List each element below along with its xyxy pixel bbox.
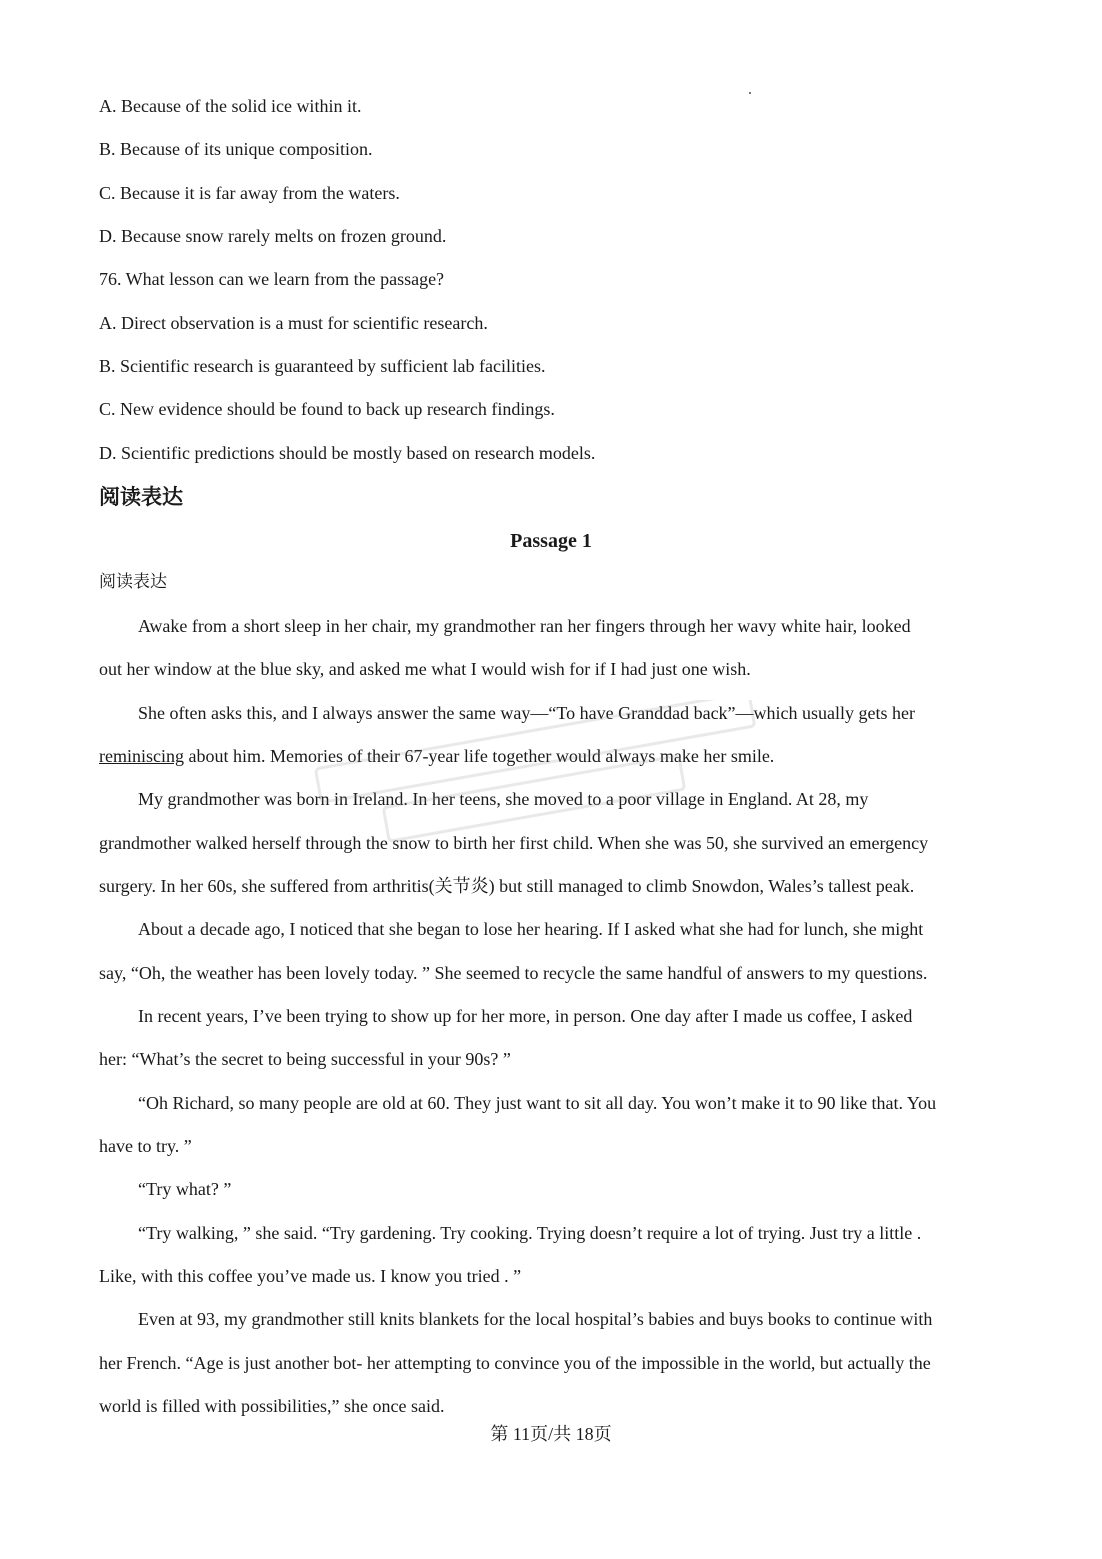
q76-option-a: A. Direct observation is a must for scientific research.: [99, 313, 488, 333]
paragraph-6-line-1: “Oh Richard, so many people are old at 60. They just want to sit all day. You won’t make it to 90 like that. You: [138, 1093, 937, 1113]
q76-option-b: B. Scientific research is guaranteed by sufficient lab facilities.: [99, 356, 546, 376]
paragraph-3-line-3: surgery. In her 60s, she suffered from arthritis(关节炎) but still managed to climb Snowdon, Wales’s tallest peak.: [99, 876, 915, 896]
q75-option-b: B. Because of its unique composition.: [99, 139, 373, 159]
paragraph-8-line-2: Like, with this coffee you’ve made us. I know you tried . ”: [99, 1266, 522, 1286]
stray-dot: [749, 92, 751, 94]
paragraph-8-line-1: “Try walking, ” she said. “Try gardening. Try cooking. Trying doesn’t require a lot of trying. Just try a little .: [138, 1223, 922, 1243]
section-heading: 阅读表达: [99, 485, 183, 509]
underlined-word: reminiscing: [99, 746, 184, 766]
paragraph-2-line-2-rest: about him. Memories of their 67-year life together would always make her smile.: [183, 746, 775, 766]
paragraph-5-line-2: her: “What’s the secret to being successful in your 90s? ”: [99, 1049, 511, 1069]
paragraph-2-line-2: [99, 745, 774, 767]
paragraph-1-line-2: out her window at the blue sky, and asked me what I would wish for if I had just one wish.: [99, 659, 751, 679]
paragraph-9-line-1: Even at 93, my grandmother still knits blankets for the local hospital’s babies and buys books to continue with: [138, 1309, 933, 1329]
paragraph-9-line-3: world is filled with possibilities,” she once said.: [99, 1396, 445, 1416]
paragraph-4-line-1: About a decade ago, I noticed that she began to lose her hearing. If I asked what she had for lunch, she might: [138, 919, 924, 939]
paragraph-1-line-1: Awake from a short sleep in her chair, my grandmother ran her fingers through her wavy white hair, looked: [138, 616, 911, 636]
q76-option-d: D. Scientific predictions should be mostly based on research models.: [99, 443, 596, 463]
q76-question: 76. What lesson can we learn from the passage?: [99, 269, 445, 289]
q75-option-d: D. Because snow rarely melts on frozen ground.: [99, 226, 447, 246]
paragraph-5-line-1: In recent years, I’ve been trying to show up for her more, in person. One day after I made us coffee, I asked: [138, 1006, 913, 1026]
paragraph-3-line-1: My grandmother was born in Ireland. In her teens, she moved to a poor village in England. At 28, my: [138, 789, 869, 809]
paragraph-6-line-2: have to try. ”: [99, 1136, 192, 1156]
paragraph-9-line-2: her French. “Age is just another bot- her attempting to convince you of the impossible in the world, but actually the: [99, 1353, 931, 1373]
q75-option-a: A. Because of the solid ice within it.: [99, 96, 362, 116]
paragraph-2-line-1: She often asks this, and I always answer the same way—“To have Granddad back”—which usually gets her: [138, 703, 916, 723]
q75-option-c: C. Because it is far away from the waters.: [99, 183, 400, 203]
passage-subheading: 阅读表达: [99, 572, 167, 592]
passage-title: Passage 1: [510, 530, 592, 552]
paragraph-4-line-2: say, “Oh, the weather has been lovely today. ” She seemed to recycle the same handful of answers to my questions.: [99, 963, 928, 983]
paragraph-3-line-2: grandmother walked herself through the snow to birth her first child. When she was 50, she survived an emergency: [99, 833, 929, 853]
q76-option-c: C. New evidence should be found to back up research findings.: [99, 399, 555, 419]
paragraph-7-line-1: “Try what? ”: [138, 1179, 232, 1199]
page-footer: 第 11页/共 18页: [490, 1424, 612, 1444]
